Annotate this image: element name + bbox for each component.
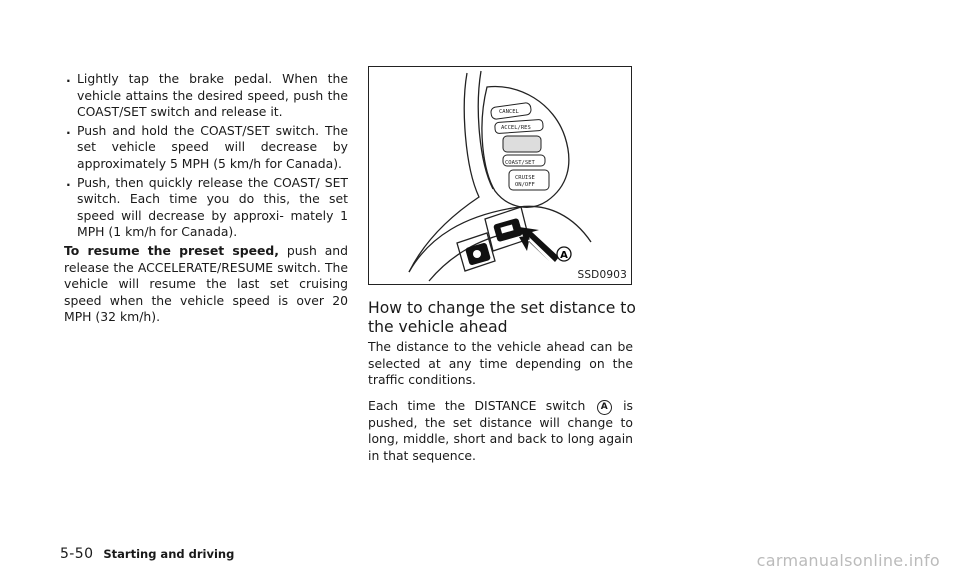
callout-arrow-icon xyxy=(519,227,559,263)
bullet-item: . Push, then quickly release the COAST/ SET switch. Each time you do this, the set speed will decrease by approxi- mately 1 MPH (1 km/h for Canada). xyxy=(64,175,348,241)
left-column xyxy=(64,71,348,326)
paragraph-text: is pushed, the set distance will change to long, middle, short and back to long again in that sequence. xyxy=(368,397,633,463)
bullet-item: . Push and hold the COAST/SET switch. The set vehicle speed will decrease by approximately 5 MPH (5 km/h for Canada). xyxy=(64,123,348,173)
switch-label: ON/OFF xyxy=(515,182,535,188)
steering-wheel-illustration xyxy=(369,67,633,286)
callout-label-a xyxy=(557,247,571,261)
bullet-list xyxy=(64,71,348,241)
resume-paragraph xyxy=(64,243,348,326)
svg-text:A: A xyxy=(560,250,568,261)
steering-switch-figure xyxy=(368,66,632,285)
watermark: carmanualsonline.info xyxy=(756,551,940,570)
paragraph-distance xyxy=(368,398,633,465)
resume-lead: To resume the preset speed, xyxy=(64,242,280,258)
bullet-item: . Lightly tap the brake pedal. When the vehicle attains the desired speed, push the COAST/SET switch and release it. xyxy=(64,71,348,121)
switch-label: CRUISE xyxy=(515,175,535,181)
paragraph: The distance to the vehicle ahead can be selected at any time depending on the traffic conditions. xyxy=(368,339,633,388)
switch-label: CANCEL xyxy=(499,109,519,115)
figure-code: SSD0903 xyxy=(577,269,627,281)
right-column-body xyxy=(368,339,633,474)
callout-marker: A xyxy=(597,400,612,415)
section-heading: How to change the set distance to the vehicle ahead xyxy=(368,299,636,336)
switch-label: COAST/SET xyxy=(505,160,535,166)
paragraph-text: Each time the DISTANCE switch xyxy=(368,397,586,413)
page-number: 5-50 xyxy=(60,546,94,562)
resume-text: push and release the ACCELERATE/RESUME switch. The vehicle will resume the last set cruising speed when the vehicle speed is over 20 MPH (32 km/h). xyxy=(64,242,349,325)
page-footer xyxy=(60,546,234,562)
switch-label: ACCEL/RES xyxy=(501,125,531,131)
footer-section-title: Starting and driving xyxy=(103,547,235,561)
